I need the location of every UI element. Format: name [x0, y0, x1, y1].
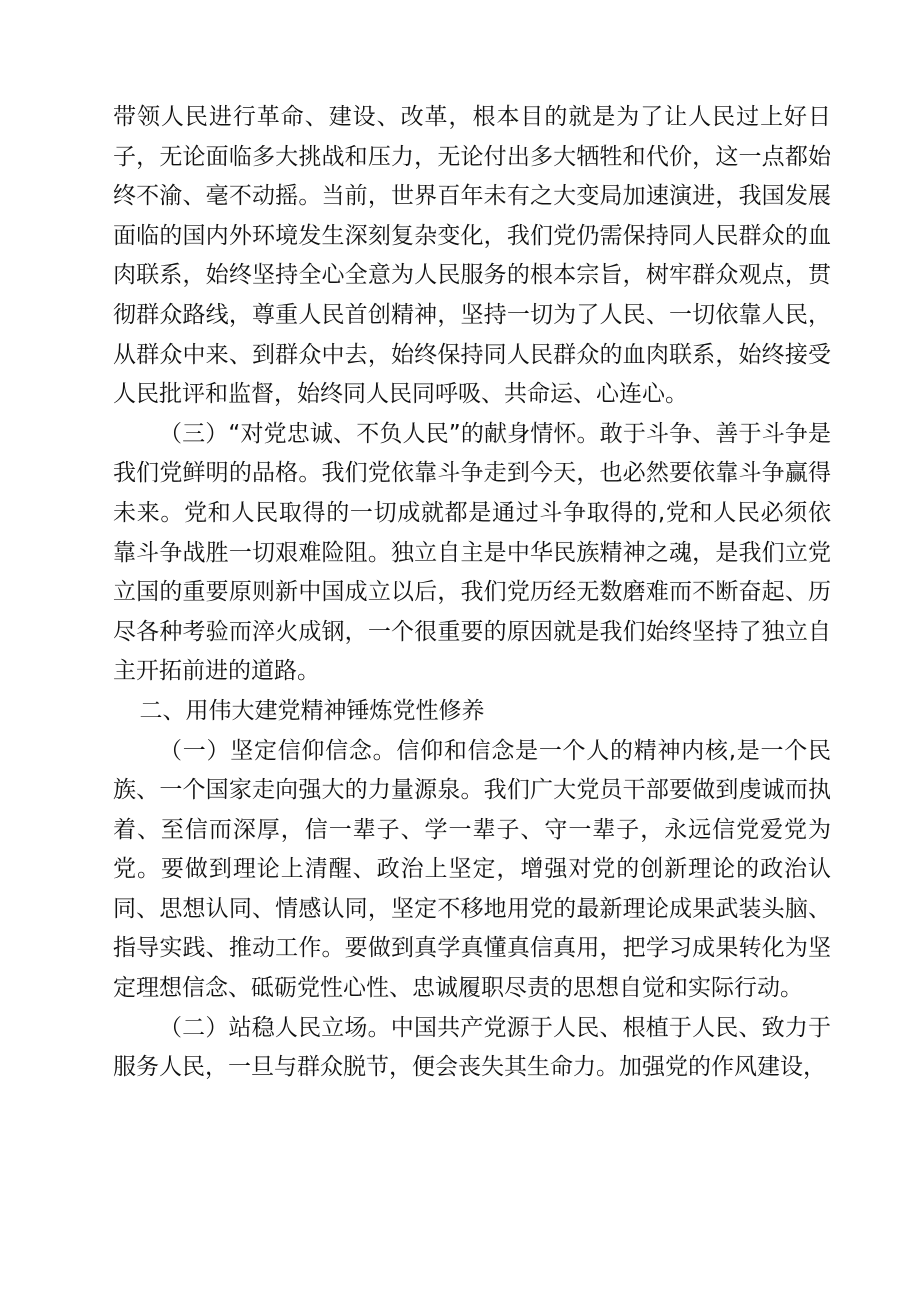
paragraph-subsection-1: （一）坚定信仰信念。信仰和信念是一个人的精神内核,是一个民族、一个国家走向强大的力量源泉。我们广大党员干部要做到虔诚而执着、至信而深厚，信一辈子、学一辈子、守一辈子，永远信党爱党为党。要做到理论上清醒、政治上坚定，增强对党的创新理论的政治认同、思想认同、情感认同，坚定不移地用党的最新理论成果武装头脑、指导实践、推动工作。要做到真学真懂真信真用，把学习成果转化为坚定理想信念、砥砺党性心性、忠诚履职尽责的思想自觉和实际行动。: [113, 737, 831, 1002]
paragraph-section-3: （三）“对党忠诚、不负人民”的献身情怀。敢于斗争、善于斗争是我们党鲜明的品格。我们党依靠斗争走到今天，也必然要依靠斗争赢得未来。党和人民取得的一切成就都是通过斗争取得的,党和人民必须依靠斗争战胜一切艰难险阻。独立自主是中华民族精神之魂，是我们立党立国的重要原则新中国成立以后，我们党历经无数磨难而不断奋起、历尽各种考验而淬火成钢，一个很重要的原因就是我们始终坚持了独立自主开拓前进的道路。: [113, 420, 831, 685]
section-heading-2: 二、用伟大建党精神锤炼党性修养: [139, 697, 485, 724]
paragraph-subsection-2: （二）站稳人民立场。中国共产党源于人民、根植于人民、致力于服务人民，一旦与群众脱节，便会丧失其生命力。加强党的作风建设，: [113, 1014, 831, 1081]
document-body: [113, 98, 831, 1088]
paragraph-continuation: 带领人民进行革命、建设、改革，根本目的就是为了让人民过上好日子，无论面临多大挑战和压力，无论付出多大牺牲和代价，这一点都始终不渝、毫不动摇。当前，世界百年未有之大变局加速演进，我国发展面临的国内外环境发生深刻复杂变化，我们党仍需保持同人民群众的血肉联系，始终坚持全心全意为人民服务的根本宗旨，树牢群众观点，贯彻群众路线，尊重人民首创精神，坚持一切为了人民、一切依靠人民，从群众中来、到群众中去，始终保持同人民群众的血肉联系，始终接受人民批评和监督，始终同人民同呼吸、共命运、心连心。: [113, 104, 831, 408]
